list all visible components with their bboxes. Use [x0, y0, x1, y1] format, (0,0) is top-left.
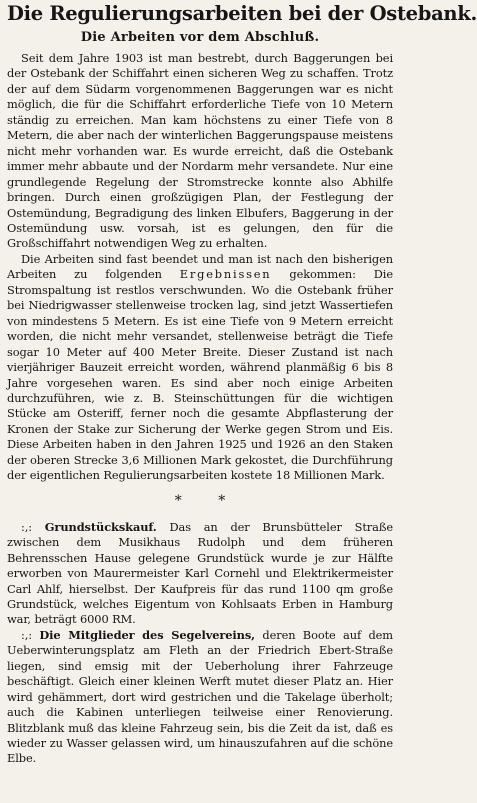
emphasized-word: Ergebnissen [179, 267, 272, 282]
subheadline: Die Arbeiten vor dem Abschluß. [80, 30, 320, 45]
item-marker: :,: [21, 519, 32, 534]
article-paragraph-2 [7, 252, 393, 484]
article-paragraph-1: Seit dem Jahre 1903 ist man bestrebt, durch Baggerungen bei der Ostebank der Schiffahrt einen sicheren Weg zu schaffen. Trotz der auf dem Südarm vorgenommenen Baggerungen war es nicht möglich, die für die Schiffahrt erforderliche Tiefe von 10 Metern ständig zu erreichen. Man kam höchstens zu einer Tiefe von 8 Metern, die aber nach der winterlichen Baggerungspause meistens nicht mehr vorhanden war. Es wurde erreicht, daß die Ostebank immer mehr abbaute und der Nordarm mehr versandete. Nur eine grundlegende Regelung der Stromstrecke konnte also Abhilfe bringen. Durch einen großzügigen Plan, der Festlegung der Ostemündung, Begradigung des linken Elbufers, Baggerung in der Ostemündung usw. vorsah, ist es gelungen, den für die Großschiffahrt notwendigen Weg zu erhalten. [7, 51, 393, 251]
paragraph-text: Die Arbeiten sind fast beendet und man ist nach den bisherigen Arbeiten zu folgenden [7, 251, 393, 282]
headline: Die Regulierungsarbeiten bei der Ostebank. [7, 2, 477, 25]
item-title: Die Mitglieder des Segelvereins, [39, 627, 256, 642]
news-item-sailing-club [7, 628, 393, 767]
section-separator: * * [174, 492, 226, 509]
item-text: Das an der Brunsbütteler Straße zwischen dem Musikhaus Rudolph und dem früheren Behrensschen Hause gelegene Grundstück wurde je zur Hälfte erworben von Maurermeister Karl Cornehl und Elektrikermeister Carl Ahlf, hierselbst. Der Kaufpreis für das rund 1100 qm große Grundstück, welches Eigentum von Kohlsaats Erben in Hamburg war, beträgt 6000 RM. [7, 519, 393, 627]
item-marker: :,: [21, 627, 32, 642]
news-item-property-sale [7, 520, 393, 628]
paragraph-text: gekommen: Die Stromspaltung ist restlos verschwunden. Wo die Ostebank früher bei Niedrigwasser stellenweise trocken lag, sind jetzt Wassertiefen von mindestens 5 Metern. Es ist eine Tiefe von 9 Metern erreicht worden, die nicht mehr versandet, stellenweise beträgt die Tiefe sogar 10 Meter auf 400 Meter Breite. Dieser Zustand ist nach vierjähriger Bauzeit erreicht worden, während planmäßig 6 bis 8 Jahre vorgesehen waren. Es sind aber noch einige Arbeiten durchzuführen, wie z. B. Steinschüttungen für die wichtigen Stücke am Osteriff, ferner noch die gesamte Abpflasterung der Kronen der Stake zur Sicherung der Werke gegen Strom und Eis. Diese Arbeiten haben in den Jahren 1925 und 1926 an den Staken der oberen Strecke 3,6 Millionen Mark gekostet, die Durchführung der eigentlichen Regulierungsarbeiten kostete 18 Millionen Mark. [7, 267, 393, 483]
item-text: deren Boote auf dem Ueberwinterungsplatz am Fleth an der Friedrich Ebert-Straße liegen, sind emsig mit der Ueberholung ihrer Fahrzeuge beschäftigt. Gleich einer kleinen Werft mutet dieser Platz an. Hier wird gehämmert, dort wird gestrichen und die Takelage überholt; auch die Kabinen unterliegen teilweise einer Renovierung. Blitzblank muß das kleine Fahrzeug sein, bis die Zeit da ist, daß es wieder zu Wasser gelassen wird, um hinauszufahren auf die schöne Elbe. [7, 627, 393, 766]
item-title: Grundstückskauf. [44, 519, 157, 534]
